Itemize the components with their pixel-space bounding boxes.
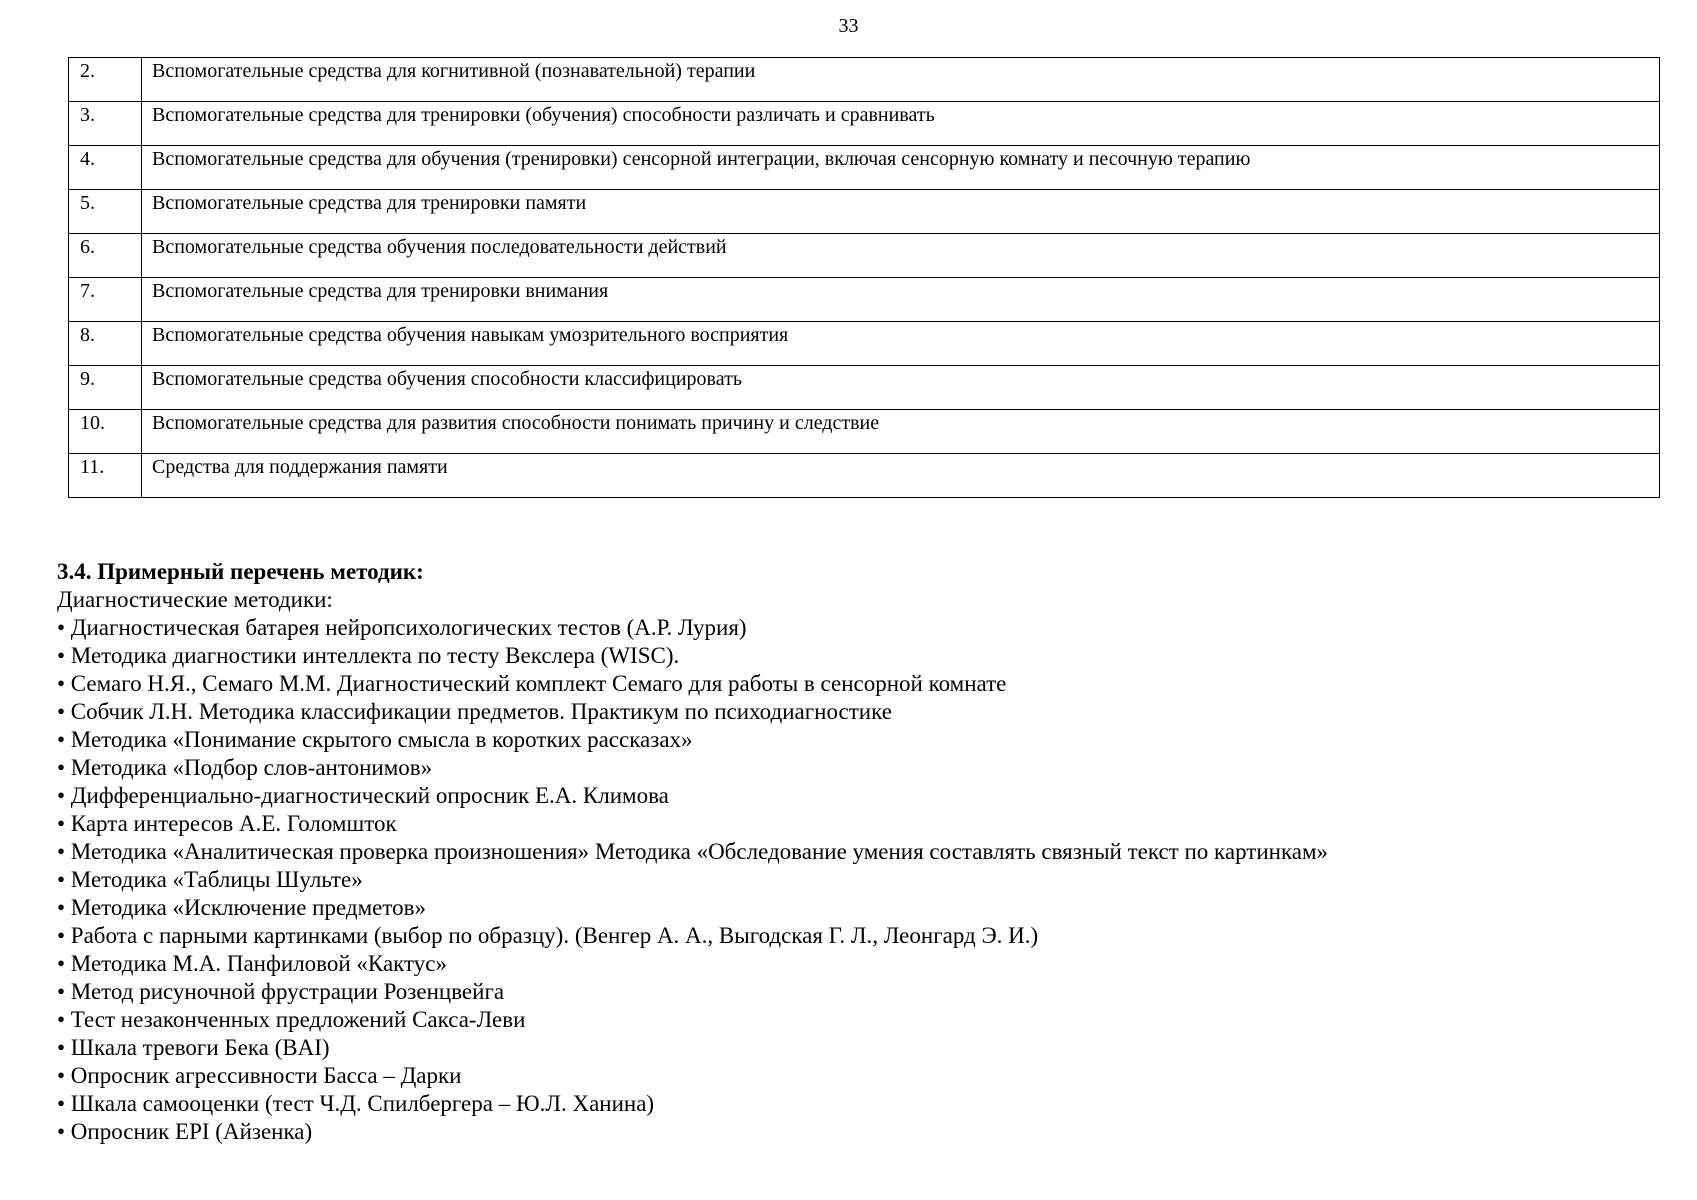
row-text: Вспомогательные средства для развития способности понимать причину и следствие [142,410,1660,454]
table-row [69,366,1660,410]
row-number: 11. [69,454,142,498]
list-item: • Семаго Н.Я., Семаго М.М. Диагностический комплект Семаго для работы в сенсорной комнате [57,671,1007,696]
row-number: 5. [69,190,142,234]
row-number: 9. [69,366,142,410]
table-row [69,190,1660,234]
section-subtitle: Диагностические методики: [57,587,333,612]
table-row [69,234,1660,278]
row-text: Вспомогательные средства обучения навыкам умозрительного восприятия [142,322,1660,366]
row-number: 2. [69,58,142,102]
list-item: • Опросник EPI (Айзенка) [57,1119,313,1144]
list-item: • Опросник агрессивности Басса – Дарки [57,1063,462,1088]
row-number: 4. [69,146,142,190]
row-text: Вспомогательные средства обучения последовательности действий [142,234,1660,278]
list-item: • Методика диагностики интеллекта по тесту Векслера (WISC). [57,643,680,668]
list-item: • Карта интересов А.Е. Голомшток [57,811,397,836]
list-item: • Методика «Аналитическая проверка произношения» Методика «Обследование умения составлять связный текст по картинкам» [57,839,1329,864]
table-row [69,58,1660,102]
row-text: Вспомогательные средства для тренировки (обучения) способности различать и сравнивать [142,102,1660,146]
table-row [69,102,1660,146]
row-number: 3. [69,102,142,146]
table-row [69,146,1660,190]
row-text: Вспомогательные средства для обучения (тренировки) сенсорной интеграции, включая сенсорную комнату и песочную терапию [142,146,1660,190]
list-item: • Тест незаконченных предложений Сакса-Леви [57,1007,526,1032]
list-item: • Шкала тревоги Бека (BAI) [57,1035,330,1060]
list-item: • Собчик Л.Н. Методика классификации предметов. Практикум по психодиагностике [57,699,892,724]
row-text: Вспомогательные средства обучения способности классифицировать [142,366,1660,410]
table-row [69,322,1660,366]
list-item: • Метод рисуночной фрустрации Розенцвейга [57,979,505,1004]
row-number: 8. [69,322,142,366]
table-row [69,410,1660,454]
list-item: • Методика «Таблицы Шульте» [57,867,363,892]
table-row [69,278,1660,322]
row-text: Средства для поддержания памяти [142,454,1660,498]
page-number: 33 [838,15,859,37]
row-text: Вспомогательные средства для тренировки внимания [142,278,1660,322]
list-item: • Методика «Понимание скрытого смысла в коротких рассказах» [57,727,693,752]
row-number: 10. [69,410,142,454]
assistive-aids-table [68,57,1660,498]
list-item: • Диагностическая батарея нейропсихологических тестов (А.Р. Лурия) [57,615,747,640]
list-item: • Методика М.А. Панфиловой «Кактус» [57,951,448,976]
section-title: 3.4. Примерный перечень методик: [57,559,424,584]
table-row [69,454,1660,498]
row-text: Вспомогательные средства для тренировки памяти [142,190,1660,234]
list-item: • Дифференциально-диагностический опросник Е.А. Климова [57,783,669,808]
row-number: 7. [69,278,142,322]
list-item: • Шкала самооценки (тест Ч.Д. Спилбергера – Ю.Л. Ханина) [57,1091,655,1116]
row-text: Вспомогательные средства для когнитивной (познавательной) терапии [142,58,1660,102]
methods-list [57,614,1657,1146]
methods-section [57,558,1657,1146]
list-item: • Работа с парными картинками (выбор по образцу). (Венгер А. А., Выгодская Г. Л., Леонгард Э. И.) [57,923,1039,948]
list-item: • Методика «Исключение предметов» [57,895,426,920]
list-item: • Методика «Подбор слов-антонимов» [57,755,433,780]
row-number: 6. [69,234,142,278]
